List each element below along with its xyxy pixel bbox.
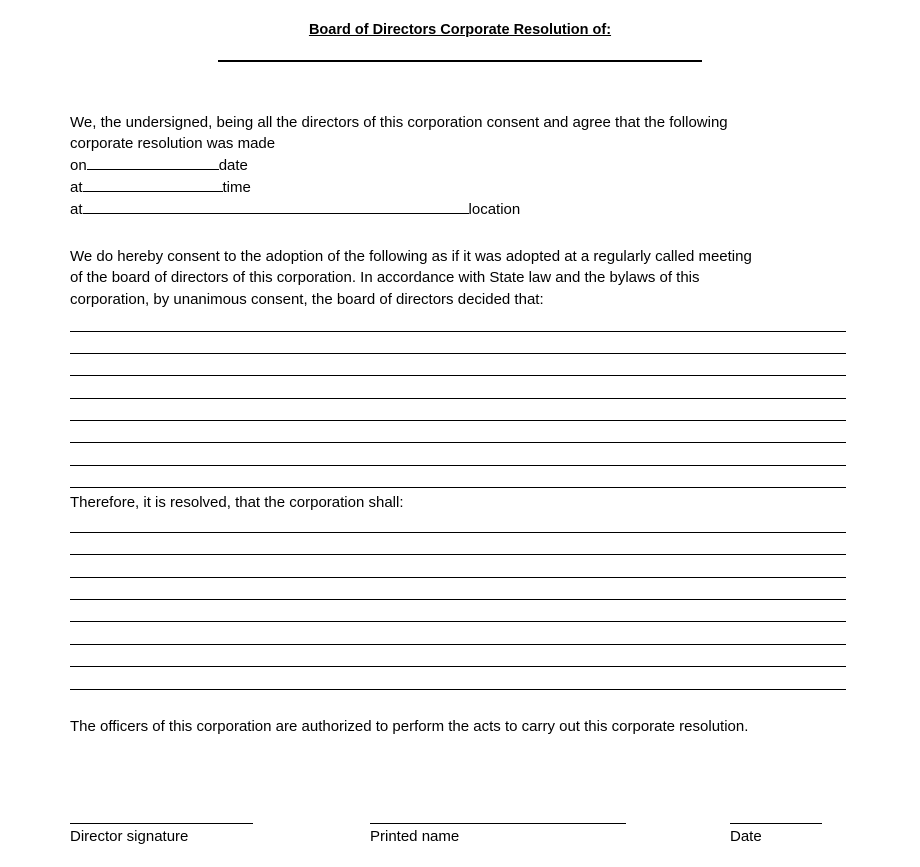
decision-line[interactable] xyxy=(70,465,846,466)
location-field-row xyxy=(70,199,520,221)
decision-line[interactable] xyxy=(70,375,846,376)
resolved-heading: Therefore, it is resolved, that the corporation shall: xyxy=(70,494,404,511)
intro-line-2: corporate resolution was made xyxy=(70,135,276,152)
corporation-name-blank[interactable] xyxy=(218,60,702,62)
authorization-statement: The officers of this corporation are authorized to perform the acts to carry out this corporate resolution. xyxy=(70,718,749,735)
time-field-label: time xyxy=(222,179,251,196)
consent-line-2: of the board of directors of this corporation. In accordance with State law and the bylaws of this xyxy=(70,269,700,286)
time-field-row xyxy=(70,177,251,199)
location-field-prefix: at xyxy=(70,201,83,218)
resolution-line[interactable] xyxy=(70,577,846,578)
director-signature-label: Director signature xyxy=(70,828,189,845)
location-field-label: location xyxy=(468,201,521,218)
resolution-line[interactable] xyxy=(70,532,846,533)
consent-line-1: We do hereby consent to the adoption of the following as if it was adopted at a regularly called meeting xyxy=(70,248,752,265)
date-field-prefix: on xyxy=(70,157,87,174)
consent-line-3: corporation, by unanimous consent, the board of directors decided that: xyxy=(70,291,544,308)
resolution-line[interactable] xyxy=(70,644,846,645)
date-field-row xyxy=(70,155,248,177)
decision-line[interactable] xyxy=(70,487,846,488)
resolution-line[interactable] xyxy=(70,689,846,690)
decision-line[interactable] xyxy=(70,398,846,399)
printed-name-line[interactable] xyxy=(370,823,626,824)
decision-line[interactable] xyxy=(70,420,846,421)
resolution-line[interactable] xyxy=(70,599,846,600)
location-blank[interactable] xyxy=(83,199,469,214)
decision-line[interactable] xyxy=(70,353,846,354)
director-signature-line[interactable] xyxy=(70,823,253,824)
date-label: Date xyxy=(730,828,762,845)
date-blank[interactable] xyxy=(87,155,219,170)
date-field-label: date xyxy=(218,157,248,174)
date-signature-line[interactable] xyxy=(730,823,822,824)
resolution-line[interactable] xyxy=(70,666,846,667)
decision-line[interactable] xyxy=(70,442,846,443)
intro-line-1: We, the undersigned, being all the directors of this corporation consent and agree that the following xyxy=(70,114,728,131)
time-field-prefix: at xyxy=(70,179,83,196)
resolution-line[interactable] xyxy=(70,554,846,555)
time-blank[interactable] xyxy=(83,177,223,192)
decision-line[interactable] xyxy=(70,331,846,332)
document-title: Board of Directors Corporate Resolution of: xyxy=(308,22,612,38)
printed-name-label: Printed name xyxy=(370,828,460,845)
resolution-line[interactable] xyxy=(70,621,846,622)
